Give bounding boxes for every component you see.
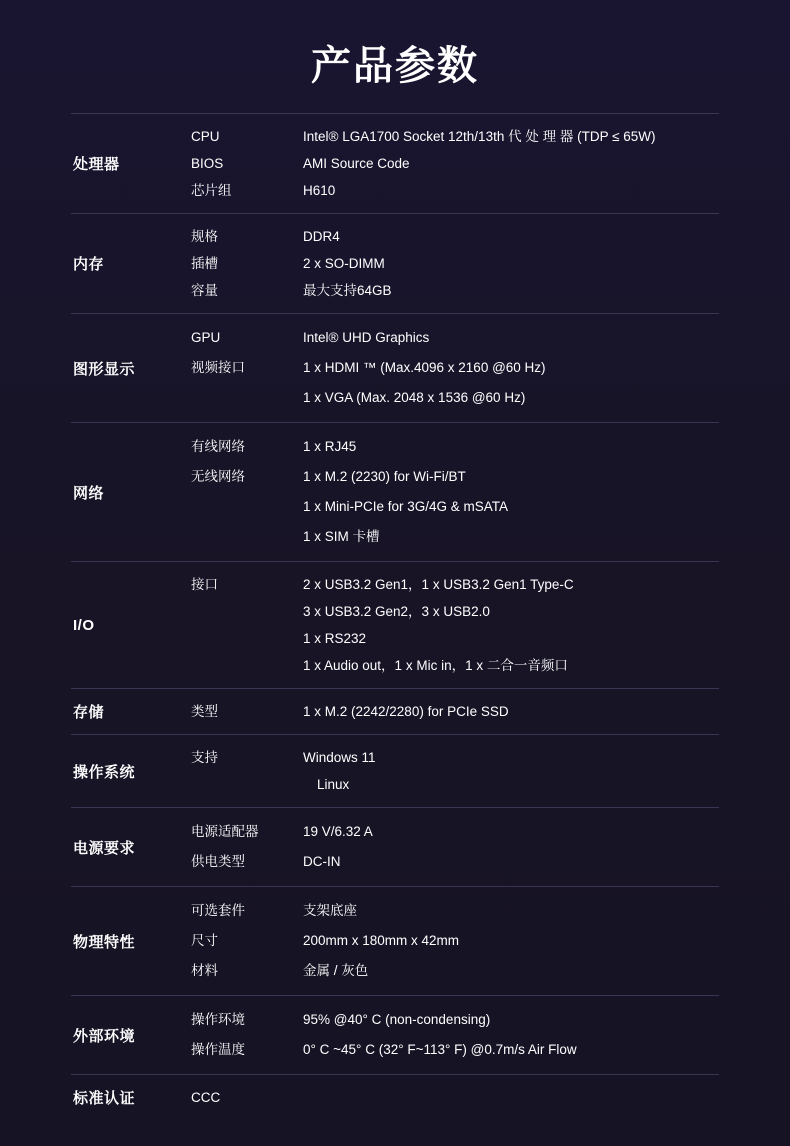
- spec-value: DDR4: [303, 229, 340, 244]
- spec-category-label: 操作系统: [73, 763, 136, 781]
- spec-rows: [191, 808, 719, 887]
- spec-rows: [191, 996, 719, 1075]
- spec-row: [191, 150, 719, 177]
- spec-section-power: [71, 808, 719, 887]
- spec-row: [191, 847, 719, 877]
- spec-key: 供电类型: [191, 854, 245, 869]
- spec-value: 1 x RS232: [303, 631, 367, 646]
- spec-key: 无线网络: [191, 469, 245, 484]
- spec-row: [191, 177, 719, 204]
- specification-table: [71, 113, 719, 1120]
- spec-row: [191, 323, 719, 353]
- spec-value: 1 x Mini-PCIe for 3G/4G & mSATA: [303, 499, 509, 514]
- spec-value: 1 x M.2 (2230) for Wi-Fi/BT: [303, 469, 466, 484]
- spec-row: [191, 571, 719, 598]
- spec-section-physical: [71, 887, 719, 996]
- spec-row: [191, 1084, 719, 1111]
- spec-value: Intel® UHD Graphics: [303, 330, 430, 345]
- spec-value: 支架底座: [303, 903, 357, 918]
- spec-value: 金属 / 灰色: [303, 963, 369, 978]
- spec-value: DC-IN: [303, 854, 341, 869]
- spec-table-body: [71, 114, 719, 1121]
- spec-rows: [191, 689, 719, 735]
- spec-row: [191, 598, 719, 625]
- spec-value: Intel® LGA1700 Socket 12th/13th 代 处 理 器 (TDP ≤ 65W): [303, 129, 656, 144]
- spec-section-network: [71, 423, 719, 562]
- spec-category-label: 物理特性: [73, 933, 136, 951]
- spec-key: 材料: [191, 963, 218, 978]
- spec-section-environment: [71, 996, 719, 1075]
- spec-row: [191, 817, 719, 847]
- spec-rows: [191, 214, 719, 314]
- spec-row: [191, 277, 719, 304]
- spec-row: [191, 744, 719, 771]
- spec-category-label: 外部环境: [73, 1027, 136, 1045]
- spec-category-label: 图形显示: [73, 360, 136, 378]
- spec-section-io: [71, 562, 719, 689]
- spec-row: [191, 353, 719, 383]
- spec-row: [191, 625, 719, 652]
- spec-category-label: 网络: [73, 484, 105, 502]
- spec-section-storage: [71, 689, 719, 735]
- spec-rows: [191, 562, 719, 689]
- spec-rows: [191, 735, 719, 808]
- spec-value: H610: [303, 183, 336, 198]
- spec-category-label: 标准认证: [73, 1090, 136, 1107]
- spec-row: [191, 771, 719, 798]
- spec-category-label: 内存: [73, 256, 105, 273]
- spec-value: 2 x SO-DIMM: [303, 256, 385, 271]
- spec-category-label: I/O: [73, 616, 95, 634]
- spec-row: [191, 698, 719, 725]
- spec-row: [191, 123, 719, 150]
- spec-section-memory: [71, 214, 719, 314]
- spec-section-os: [71, 735, 719, 808]
- spec-value: 1 x HDMI ™ (Max.4096 x 2160 @60 Hz): [303, 360, 546, 375]
- spec-row: [191, 223, 719, 250]
- page-title: 产品参数: [311, 44, 479, 88]
- spec-row: [191, 1035, 719, 1065]
- spec-row: [191, 432, 719, 462]
- spec-key: 操作环境: [191, 1012, 245, 1027]
- spec-row: [191, 926, 719, 956]
- spec-value: 0° C ~45° C (32° F~113° F) @0.7m/s Air Flow: [303, 1042, 577, 1057]
- spec-row: [191, 522, 719, 552]
- spec-value: 95% @40° C (non-condensing): [303, 1012, 491, 1027]
- spec-value: AMI Source Code: [303, 156, 410, 171]
- spec-rows: [191, 314, 719, 423]
- spec-value: 1 x RJ45: [303, 439, 357, 454]
- spec-row: [191, 383, 719, 413]
- spec-row: [191, 896, 719, 926]
- spec-key: 芯片组: [191, 183, 232, 198]
- spec-rows: [191, 114, 719, 214]
- spec-row: [191, 492, 719, 522]
- spec-key: 规格: [191, 229, 218, 244]
- spec-value: 19 V/6.32 A: [303, 824, 373, 839]
- spec-key: CCC: [191, 1090, 221, 1105]
- spec-key: 有线网络: [191, 439, 245, 454]
- spec-value: 3 x USB3.2 Gen2，3 x USB2.0: [303, 604, 490, 619]
- spec-key: 电源适配器: [191, 824, 259, 839]
- spec-value: 1 x SIM 卡槽: [303, 529, 380, 544]
- spec-row: [191, 1005, 719, 1035]
- spec-value: 200mm x 180mm x 42mm: [303, 933, 460, 948]
- spec-section-processor: [71, 114, 719, 214]
- spec-key: GPU: [191, 330, 221, 345]
- spec-rows: [191, 887, 719, 996]
- spec-key: CPU: [191, 129, 220, 144]
- spec-key: BIOS: [191, 156, 224, 171]
- spec-key: 容量: [191, 283, 218, 298]
- spec-key: 类型: [191, 704, 218, 719]
- spec-category-label: 电源要求: [73, 839, 136, 857]
- spec-key: 操作温度: [191, 1042, 245, 1057]
- spec-key: 插槽: [191, 256, 218, 271]
- spec-section-graphics: [71, 314, 719, 423]
- spec-rows: [191, 1075, 719, 1121]
- spec-value: 1 x Audio out，1 x Mic in，1 x 二合一音频口: [303, 658, 568, 673]
- spec-key: 尺寸: [191, 933, 218, 948]
- spec-value: 最大支持64GB: [303, 283, 392, 298]
- spec-category-label: 存储: [73, 704, 105, 721]
- spec-value: 1 x VGA (Max. 2048 x 1536 @60 Hz): [303, 390, 526, 405]
- spec-category-label: 处理器: [73, 156, 120, 173]
- spec-value: 1 x M.2 (2242/2280) for PCIe SSD: [303, 704, 509, 719]
- spec-value: Windows 11: [303, 750, 376, 765]
- spec-key: 接口: [191, 577, 218, 592]
- spec-value: 2 x USB3.2 Gen1，1 x USB3.2 Gen1 Type-C: [303, 577, 574, 592]
- spec-key: 支持: [191, 750, 218, 765]
- spec-key: 视频接口: [191, 360, 245, 375]
- spec-key: 可选套件: [191, 903, 245, 918]
- spec-value: Linux: [317, 777, 350, 792]
- spec-row: [191, 462, 719, 492]
- spec-section-certification: [71, 1075, 719, 1121]
- spec-row: [191, 250, 719, 277]
- spec-rows: [191, 423, 719, 562]
- spec-row: [191, 956, 719, 986]
- spec-row: [191, 652, 719, 679]
